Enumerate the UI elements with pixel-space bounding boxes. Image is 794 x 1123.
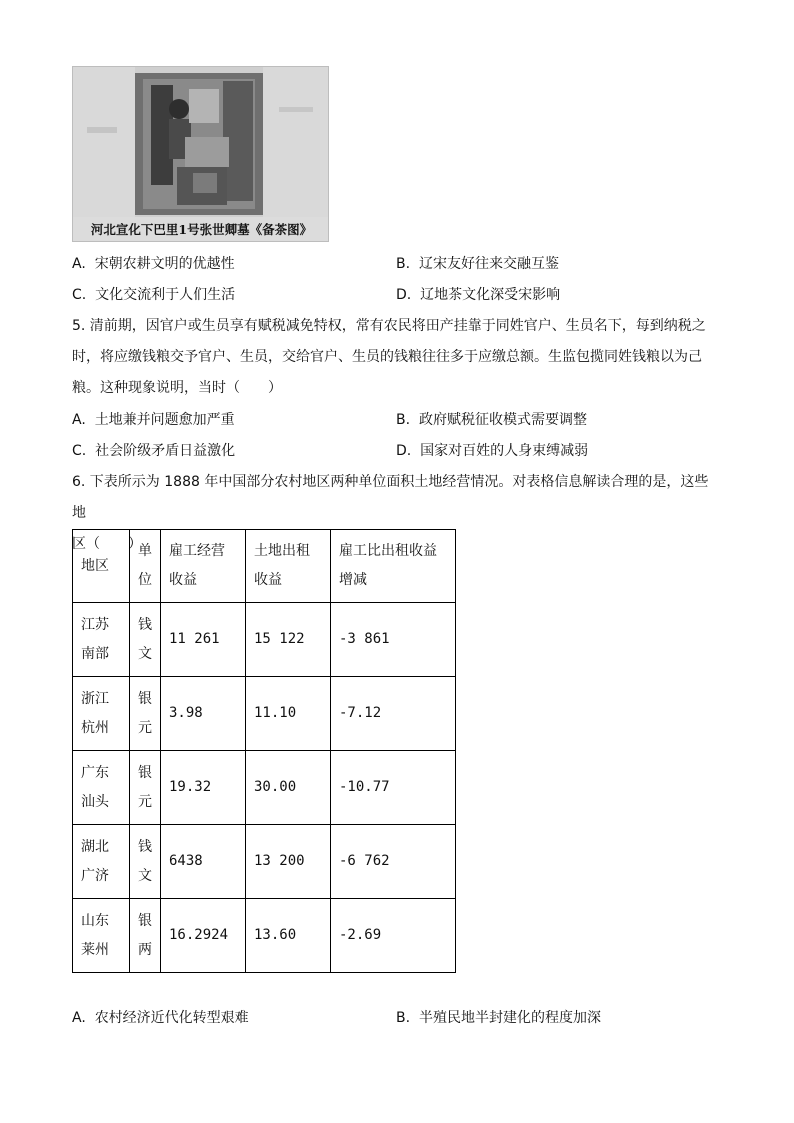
option-text: 土地兼并问题愈加严重 [94,412,235,428]
table-row [73,899,456,973]
cell-unit: 银元 [130,677,161,751]
option-text: 辽地茶文化深受宋影响 [420,287,561,303]
cell-region: 江苏南部 [73,603,130,677]
cell-difference: -6 762 [331,825,456,899]
option-label: A. [72,412,86,428]
q4-option-a[interactable] [72,254,235,274]
cell-rent-income: 13 200 [246,825,331,899]
cell-rent-income: 15 122 [246,603,331,677]
land-management-table [72,529,456,973]
option-label: B. [396,256,411,272]
q5-line-2: 时，将应缴钱粮交予官户、生员，交给官户、生员的钱粮往往多于应缴总额。生监包揽同姓钱粮以为己 [72,349,702,365]
table-row [73,825,456,899]
cell-difference: -3 861 [331,603,456,677]
table-row [73,751,456,825]
q5-option-c[interactable] [72,441,235,461]
q5-option-d[interactable] [396,441,588,461]
cell-unit: 银两 [130,899,161,973]
table-header-row [73,530,456,603]
header-hired-income: 雇工经营收益 [161,530,246,603]
cell-hired-income: 16.2924 [161,899,246,973]
option-text: 国家对百姓的人身束缚减弱 [420,443,589,459]
table-row [73,603,456,677]
q6-line-2: 区（ ） [72,536,142,552]
option-label: C. [72,287,87,303]
q5-option-b[interactable] [396,410,587,430]
cell-unit: 钱文 [130,825,161,899]
option-label: A. [72,1010,86,1026]
header-region: 地区 [73,530,130,603]
cell-unit: 钱文 [130,603,161,677]
header-rent-income: 土地出租收益 [246,530,331,603]
option-text: 农村经济近代化转型艰难 [94,1010,249,1026]
cell-difference: -2.69 [331,899,456,973]
option-text: 文化交流利于人们生活 [95,287,236,303]
option-label: C. [72,443,87,459]
option-label: B. [396,412,411,428]
option-text: 半殖民地半封建化的程度加深 [418,1010,601,1026]
cell-difference: -7.12 [331,677,456,751]
option-text: 政府赋税征收模式需要调整 [418,412,587,428]
q4-option-c[interactable] [72,285,235,305]
cell-hired-income: 6438 [161,825,246,899]
cell-unit: 银元 [130,751,161,825]
option-label: A. [72,256,86,272]
q6-option-b[interactable] [396,1008,601,1028]
question-5-stem [72,311,722,404]
table-row [73,677,456,751]
tea-preparation-mural-image [73,67,329,217]
cell-region: 浙江杭州 [73,677,130,751]
q6-option-a[interactable] [72,1008,249,1028]
q4-option-b[interactable] [396,254,559,274]
cell-rent-income: 30.00 [246,751,331,825]
option-text: 社会阶级矛盾日益激化 [95,443,236,459]
cell-region: 湖北广济 [73,825,130,899]
cell-hired-income: 11 261 [161,603,246,677]
option-label: D. [396,443,412,459]
cell-rent-income: 11.10 [246,677,331,751]
q6-line-1: 6. 下表所示为 1888 年中国部分农村地区两种单位面积土地经营情况。对表格信息解读合理的是，这些地 [72,474,709,521]
cell-rent-income: 13.60 [246,899,331,973]
q5-line-1: 5. 清前期，因官户或生员享有赋税减免特权，常有农民将田产挂靠于同姓官户、生员名下，每到纳税之 [72,318,706,334]
cell-region: 广东汕头 [73,751,130,825]
header-difference: 雇工比出租收益增减 [331,530,456,603]
q5-line-3: 粮。这种现象说明，当时（ ） [72,380,282,396]
cell-hired-income: 3.98 [161,677,246,751]
option-label: B. [396,1010,411,1026]
option-label: D. [396,287,412,303]
option-text: 辽宋友好往来交融互鉴 [418,256,559,272]
cell-region: 山东莱州 [73,899,130,973]
cell-difference: -10.77 [331,751,456,825]
q5-option-a[interactable] [72,410,235,430]
figure-caption: 河北宣化下巴里1号张世卿墓《备茶图》 [73,217,329,242]
q4-option-d[interactable] [396,285,560,305]
cell-hired-income: 19.32 [161,751,246,825]
tomb-mural-figure [72,66,329,242]
header-unit: 单位 [130,530,161,603]
option-text: 宋朝农耕文明的优越性 [94,256,235,272]
